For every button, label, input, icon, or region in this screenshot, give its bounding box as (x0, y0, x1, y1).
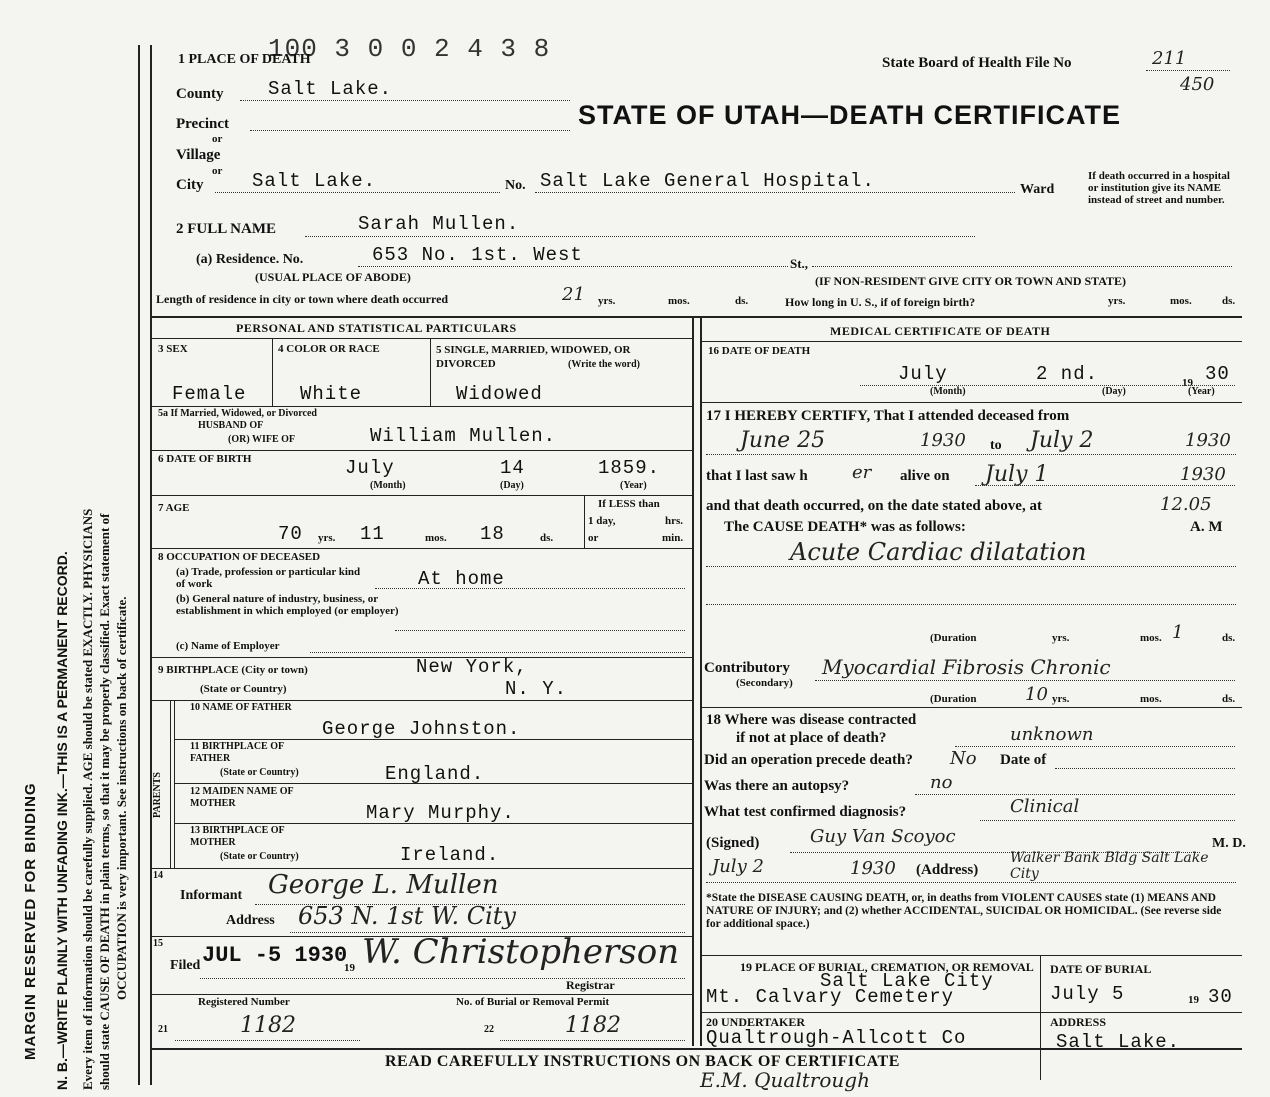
occupation-a-label: (a) Trade, profession or particular kind of work (176, 566, 361, 590)
undertaker-address-label: ADDRESS (1050, 1015, 1107, 1029)
contributory-duration-years: 10 (1025, 684, 1048, 705)
st-label: St., (790, 256, 809, 271)
marital-note: (Write the word) (568, 359, 641, 370)
autopsy-value: no (930, 772, 953, 793)
undertaker-address-value: Salt Lake. (1056, 1031, 1181, 1053)
sign-year: 1930 (850, 858, 896, 879)
margin-instruction-line-2: Every item of information should be carefully supplied. AGE should be stated EXACTLY. PHYSICIANS (80, 508, 95, 1090)
contributory-value: Myocardial Fibrosis Chronic (822, 655, 1111, 679)
alive-on-date: July 1 (985, 462, 1049, 487)
hospital-value: Salt Lake General Hospital. (540, 170, 875, 192)
age-days: 18 (480, 523, 505, 545)
spouse-label-3: (OR) WIFE OF (228, 434, 296, 445)
dob-label: 6 DATE OF BIRTH (158, 453, 252, 465)
employer-label: (c) Name of Employer (176, 640, 280, 652)
occupation-label: 8 OCCUPATION OF DECEASED (158, 551, 321, 563)
dob-month: July (345, 457, 395, 479)
birthplace-label: 9 BIRTHPLACE (City or town) (158, 664, 308, 676)
cause-label: The CAUSE DEATH* was as follows: (724, 519, 966, 535)
date-of-death-label: 16 DATE OF DEATH (708, 345, 811, 357)
informant-address-label: Address (226, 913, 275, 928)
full-name-value: Sarah Mullen. (358, 213, 520, 235)
length-residence-value: 21 (562, 284, 585, 305)
margin-instruction-line-3: should state CAUSE OF DEATH in plain terms, so that it may be properly classified. Exact statement of (97, 513, 112, 1090)
alive-on-year: 1930 (1180, 464, 1226, 485)
attended-to-date: July 2 (1030, 428, 1094, 453)
residence-label: (a) Residence. No. (196, 252, 304, 267)
registered-number-value: 1182 (240, 1013, 296, 1038)
burial-date-label: DATE OF BURIAL (1050, 962, 1152, 976)
parents-label: PARENTS (152, 772, 163, 818)
place-of-death-label: 1 PLACE OF DEATH (178, 52, 311, 67)
margin-instruction-line-1: N. B.—WRITE PLAINLY WITH UNFADING INK.—THIS IS A PERMANENT RECORD. (54, 551, 70, 1090)
precinct-label: Precinct (176, 116, 230, 132)
less-than-label: If LESS than (598, 498, 660, 510)
mother-name-value: Mary Murphy. (366, 802, 515, 824)
mother-birthplace-value: Ireland. (400, 844, 500, 866)
test-label: What test confirmed diagnosis? (704, 804, 907, 820)
footer-instructions: READ CAREFULLY INSTRUCTIONS ON BACK OF CERTIFICATE (385, 1053, 900, 1070)
stamp-number: 100 3 0 0 2 4 3 8 (268, 34, 551, 64)
informant-label: Informant (180, 888, 243, 903)
birth-state-label: (State or Country) (200, 683, 287, 695)
sign-date: July 2 (712, 856, 764, 877)
signed-label: (Signed) (706, 835, 760, 851)
burial-place-label: 19 PLACE OF BURIAL, CREMATION, OR REMOVAL (740, 960, 1034, 974)
residence-value: 653 No. 1st. West (372, 244, 583, 266)
occupation-value: At home (418, 568, 505, 590)
registrar-label: Registrar (566, 978, 615, 992)
informant-value: George L. Mullen (268, 870, 499, 900)
father-birthplace-sub: (State or Country) (220, 767, 299, 778)
burial-permit-value: 1182 (565, 1013, 621, 1038)
filed-date-stamp: JUL -5 1930 (202, 943, 348, 968)
operation-label: Did an operation precede death? (704, 752, 913, 768)
attended-from-date: June 25 (740, 428, 826, 453)
sex-label: 3 SEX (158, 343, 188, 355)
undertaker-signature: E.M. Qualtrough (700, 1068, 870, 1092)
county-value: Salt Lake. (268, 78, 393, 100)
contributory-label: Contributory (704, 660, 790, 676)
mother-name-label: 12 MAIDEN NAME OF MOTHER (190, 786, 294, 809)
dob-year: 1859. (598, 457, 661, 479)
dob-day: 14 (500, 457, 525, 479)
informant-address-value: 653 N. 1st W. City (298, 902, 516, 930)
burial-city-value: Salt Lake City (820, 970, 994, 992)
death-occurred-label: and that death occurred, on the date stated above, at (706, 498, 1042, 514)
father-name-label: 10 NAME OF FATHER (190, 702, 292, 713)
filed-label: Filed (170, 958, 201, 973)
sex-value: Female (172, 383, 247, 405)
city-label: City (176, 177, 204, 193)
death-year: 30 (1205, 363, 1230, 385)
city-value: Salt Lake. (252, 170, 377, 192)
mother-birthplace-sub: (State or Country) (220, 851, 299, 862)
full-name-label: 2 FULL NAME (176, 221, 277, 237)
burial-permit-label: No. of Burial or Removal Permit (456, 996, 610, 1008)
age-months: 11 (360, 523, 385, 545)
marital-label: 5 SINGLE, MARRIED, WIDOWED, OR DIVORCED (436, 344, 631, 370)
father-name-value: George Johnston. (322, 718, 521, 740)
undertaker-value: Qualtrough-Allcott Co (706, 1027, 967, 1049)
physician-address: Walker Bank Bldg Salt Lake City (1010, 850, 1209, 882)
county-label: County (176, 86, 224, 102)
age-years: 70 (278, 523, 303, 545)
file-no-alt: 450 (1180, 74, 1215, 95)
spouse-value: William Mullen. (370, 425, 557, 447)
age-label: 7 AGE (158, 502, 190, 514)
father-birthplace-value: England. (385, 763, 485, 785)
village-label: Village (176, 147, 221, 163)
last-saw-label: that I last saw h (706, 468, 808, 484)
mother-birthplace-label: 13 BIRTHPLACE OF MOTHER (190, 825, 285, 848)
ward-label: Ward (1020, 182, 1055, 197)
margin-instruction-line-4: OCCUPATION is very important. See instructions on back of certificate. (114, 596, 129, 1000)
cause-duration-months: 1 (1172, 622, 1184, 643)
ward-note: If death occurred in a hospital or institution give its NAME instead of street and number. (1088, 170, 1230, 206)
certify-label: 17 I HEREBY CERTIFY, That I attended deceased from (706, 408, 1070, 424)
attended-from-year: 1930 (920, 430, 966, 451)
birth-state-value: N. Y. (505, 678, 568, 700)
cause-footnote: *State the DISEASE CAUSING DEATH, or, in deaths from VIOLENT CAUSES state (1) MEANS AND NATURE OF INJURY; and (2) whether ACCIDENTAL, SUICIDAL OR HOMICIDAL. (See reverse side for additional space.) (706, 892, 1222, 930)
disease-contracted-value: unknown (1010, 724, 1094, 745)
marital-value: Widowed (456, 383, 543, 405)
color-race-value: White (300, 383, 363, 405)
length-residence-label: Length of residence in city or town where death occurred (156, 292, 449, 306)
death-time: 12.05 (1160, 494, 1212, 515)
file-no-value: 211 (1152, 48, 1187, 69)
personal-heading: PERSONAL AND STATISTICAL PARTICULARS (236, 321, 517, 335)
color-race-label: 4 COLOR OR RACE (278, 343, 380, 355)
usual-abode-label: (USUAL PLACE OF ABODE) (255, 270, 411, 284)
registrar-signature: W. Christopherson (362, 932, 680, 972)
margin-binding-text: MARGIN RESERVED FOR BINDING (22, 782, 39, 1060)
birthplace-value: New York, (416, 656, 528, 678)
occupation-b-label: (b) General nature of industry, business, or establishment in which employed (or employer) (176, 593, 399, 617)
undertaker-label: 20 UNDERTAKER (706, 1015, 806, 1029)
cause-of-death-value: Acute Cardiac dilatation (790, 538, 1087, 566)
attended-to-year: 1930 (1185, 430, 1231, 451)
death-month: July (898, 363, 948, 385)
last-saw-pronoun: er (852, 462, 872, 483)
nonresident-label: (IF NON-RESIDENT GIVE CITY OR TOWN AND STATE) (815, 274, 1127, 288)
test-value: Clinical (1010, 796, 1080, 817)
burial-year-value: 30 (1208, 986, 1233, 1008)
death-day: 2 nd. (1036, 363, 1099, 385)
spouse-label-2: HUSBAND OF (198, 420, 264, 431)
medical-heading: MEDICAL CERTIFICATE OF DEATH (830, 324, 1051, 338)
burial-date-value: July 5 (1050, 983, 1125, 1005)
spouse-label-1: 5a If Married, Widowed, or Divorced (158, 408, 317, 419)
operation-value: No (950, 748, 977, 769)
autopsy-label: Was there an autopsy? (704, 778, 850, 794)
certificate-title: STATE OF UTAH—DEATH CERTIFICATE (578, 100, 1121, 130)
disease-contracted-label: 18 Where was disease contracted (706, 712, 917, 728)
how-long-us-label: How long in U. S., if of foreign birth? (785, 295, 976, 309)
file-no-label: State Board of Health File No (882, 55, 1072, 71)
father-birthplace-label: 11 BIRTHPLACE OF FATHER (190, 741, 284, 764)
cemetery-value: Mt. Calvary Cemetery (706, 986, 955, 1008)
physician-signature: Guy Van Scoyoc (810, 826, 956, 847)
no-label: No. (505, 178, 526, 193)
registered-number-label: Registered Number (198, 996, 290, 1008)
